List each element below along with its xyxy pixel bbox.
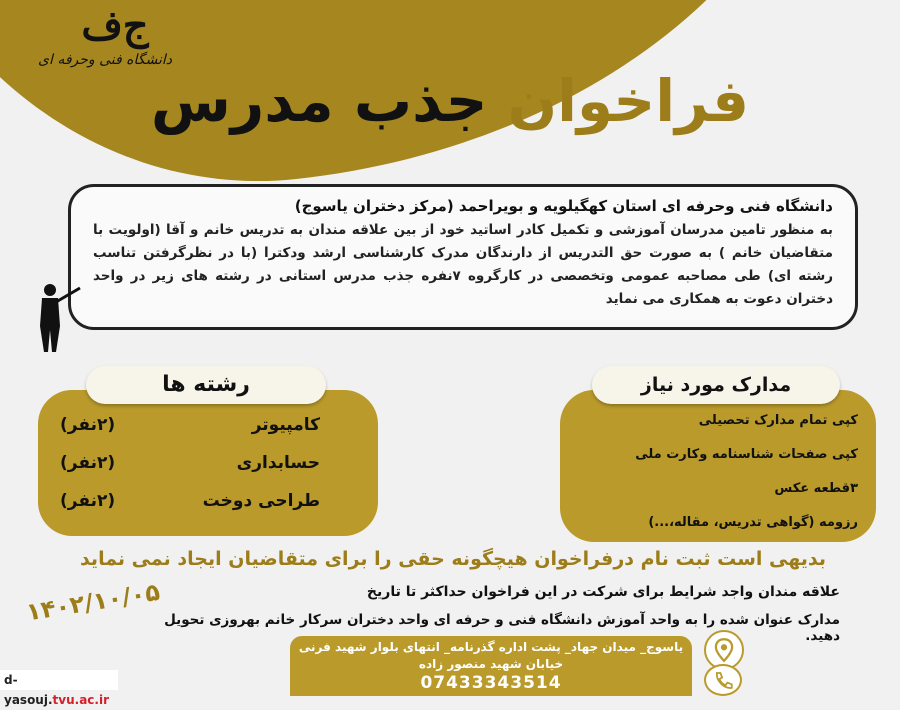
fields-title: رشته ها [86, 366, 326, 404]
field-name: طراحی دوخت [202, 491, 320, 511]
list-item: رزومه (گواهی تدریس، مقاله،...) [648, 515, 858, 530]
phone-number: 07433343514 [420, 673, 562, 693]
contact-box [290, 636, 692, 696]
documents-list [600, 404, 858, 540]
intro-body: به منظور تامین مدرسان آموزشی و تکمیل کادر اساتید خود از بین علاقه مندان به تدریس خانم و آقا (اولویت با متقاضیان خانم ) به صورت حق التدریس از دارندگان مدرک کارشناسی ارشد ودکترا (با در نظرگرفتن تناسب رشته ای) طی مصاحبه عمومی وتخصصی در کارگروه ۷نفره جذب مدرس استانی در رشته های زیر در واحد دختران دعوت به همکاری می نماید [93, 222, 833, 307]
list-item: کپی صفحات شناسنامه وکارت ملی [635, 447, 858, 462]
title-part2: جذب مدرس [150, 67, 488, 135]
field-count: (۲نفر) [60, 415, 116, 435]
field-count: (۲نفر) [60, 453, 116, 473]
field-name: حسابداری [236, 453, 320, 473]
field-count: (۲نفر) [60, 491, 116, 511]
list-item: ۳قطعه عکس [774, 481, 858, 496]
address-line1: یاسوج_ میدان جهاد_ پشت اداره گذرنامه_ انتهای بلوار شهید فرنی [298, 640, 684, 654]
deadline-date: ۱۴۰۲/۱۰/۰۵ [24, 577, 162, 627]
documents-title: مدارک مورد نیاز [592, 366, 840, 404]
watermark-prefix: d-yasouj. [4, 673, 53, 707]
watermark-accent: tvu.ac.ir [52, 693, 109, 707]
page-title [70, 62, 830, 140]
list-item: کپی تمام مدارک تحصیلی [698, 413, 858, 428]
deadline-text: علاقه مندان واجد شرایط برای شرکت در این فراخوان حداکثر تا تاریخ [366, 584, 840, 600]
logo-mark-icon: ﺝﻑ [81, 2, 149, 49]
list-item [60, 408, 320, 446]
address-line2: خیابان شهید منصور زاده [418, 657, 564, 671]
logo-name: دانشگاه فنی وحرفه ای [38, 52, 172, 68]
phone-icon [704, 664, 742, 696]
fields-list [60, 408, 320, 522]
list-item [60, 484, 320, 522]
presenter-silhouette-icon [36, 282, 80, 352]
intro-bubble [68, 184, 858, 330]
field-name: کامپیوتر [251, 415, 320, 435]
title-part1: فراخوان [507, 67, 750, 135]
notice-text: بدیهی است ثبت نام درفراخوان هیچگونه حقی را برای متقاضیان ایجاد نمی نماید [79, 548, 827, 570]
list-item [60, 446, 320, 484]
submit-text: مدارک عنوان شده را به واحد آموزش دانشگاه فنی و حرفه ای واحد دختران سرکار خانم بهروزی تحویل دهید. [164, 612, 840, 644]
intro-heading: دانشگاه فنی وحرفه ای استان کهگیلویه و بویراحمد (مرکز دختران یاسوج) [294, 197, 833, 215]
site-watermark [0, 670, 118, 707]
